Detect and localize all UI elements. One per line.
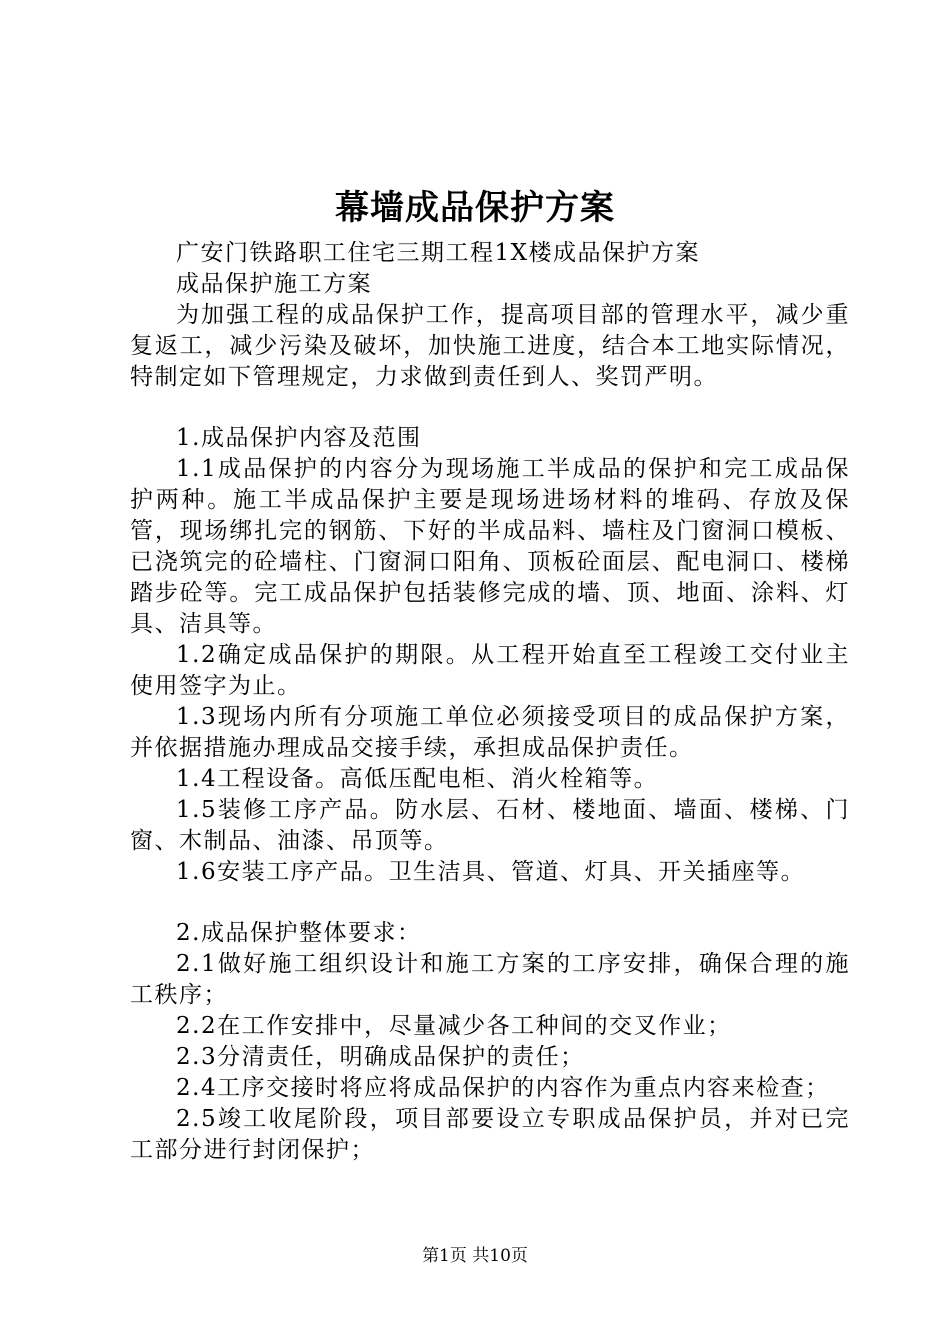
paragraph-1-6: 1.6安装工序产品。卫生洁具、管道、灯具、开关插座等。: [176, 859, 806, 885]
paragraph-gap: [130, 393, 850, 423]
paragraph-2-5: 2.5竣工收尾阶段，项目部要设立专职成品保护员，并对已完工部分进行封闭保护；: [130, 1106, 850, 1163]
paragraph-1-5: 1.5装修工序产品。防水层、石材、楼地面、墙面、楼梯、门窗、木制品、油漆、吊顶等。: [130, 797, 850, 854]
document-body: [130, 238, 850, 1166]
section-subtitle: 成品保护施工方案: [176, 271, 372, 297]
paragraph-2-4: 2.4工序交接时将应将成品保护的内容作为重点内容来检查；: [176, 1075, 830, 1101]
section-heading-1: 1.成品保护内容及范围: [176, 425, 422, 451]
paragraph-2-3: 2.3分清责任，明确成品保护的责任；: [176, 1044, 585, 1070]
paragraph-1-1: 1.1成品保护的内容分为现场施工半成品的保护和完工成品保护两种。施工半成品保护主要是现场进场材料的堆码、存放及保管，现场绑扎完的钢筋、下好的半成品料、墙柱及门窗洞口模板、已浇筑完的砼墙柱、门窗洞口阳角、顶板砼面层、配电洞口、楼梯踏步砼等。完工成品保护包括装修完成的墙、顶、地面、涂料、灯具、洁具等。: [130, 456, 850, 637]
project-title: 广安门铁路职工住宅三期工程1X楼成品保护方案: [176, 240, 701, 266]
document-title: 幕墙成品保护方案: [335, 188, 615, 228]
paragraph-2-1: 2.1做好施工组织设计和施工方案的工序安排，确保合理的施工秩序；: [130, 951, 850, 1008]
paragraph-2-2: 2.2在工作安排中，尽量减少各工种间的交叉作业；: [176, 1013, 732, 1039]
paragraph-1-3: 1.3现场内所有分项施工单位必须接受项目的成品保护方案，并依据措施办理成品交接手续，承担成品保护责任。: [130, 704, 850, 761]
paragraph-gap: [130, 888, 850, 918]
page-footer: 第1页 共10页: [422, 1246, 528, 1266]
section-heading-2: 2.成品保护整体要求：: [176, 920, 422, 946]
paragraph-1-2: 1.2确定成品保护的期限。从工程开始直至工程竣工交付业主使用签字为止。: [130, 642, 850, 699]
paragraph-1-4: 1.4工程设备。高低压配电柜、消火栓箱等。: [176, 766, 659, 792]
intro-paragraph: 为加强工程的成品保护工作，提高项目部的管理水平，减少重复返工，减少污染及破坏，加快施工进度，结合本工地实际情况，特制定如下管理规定，力求做到责任到人、奖罚严明。: [130, 302, 850, 390]
